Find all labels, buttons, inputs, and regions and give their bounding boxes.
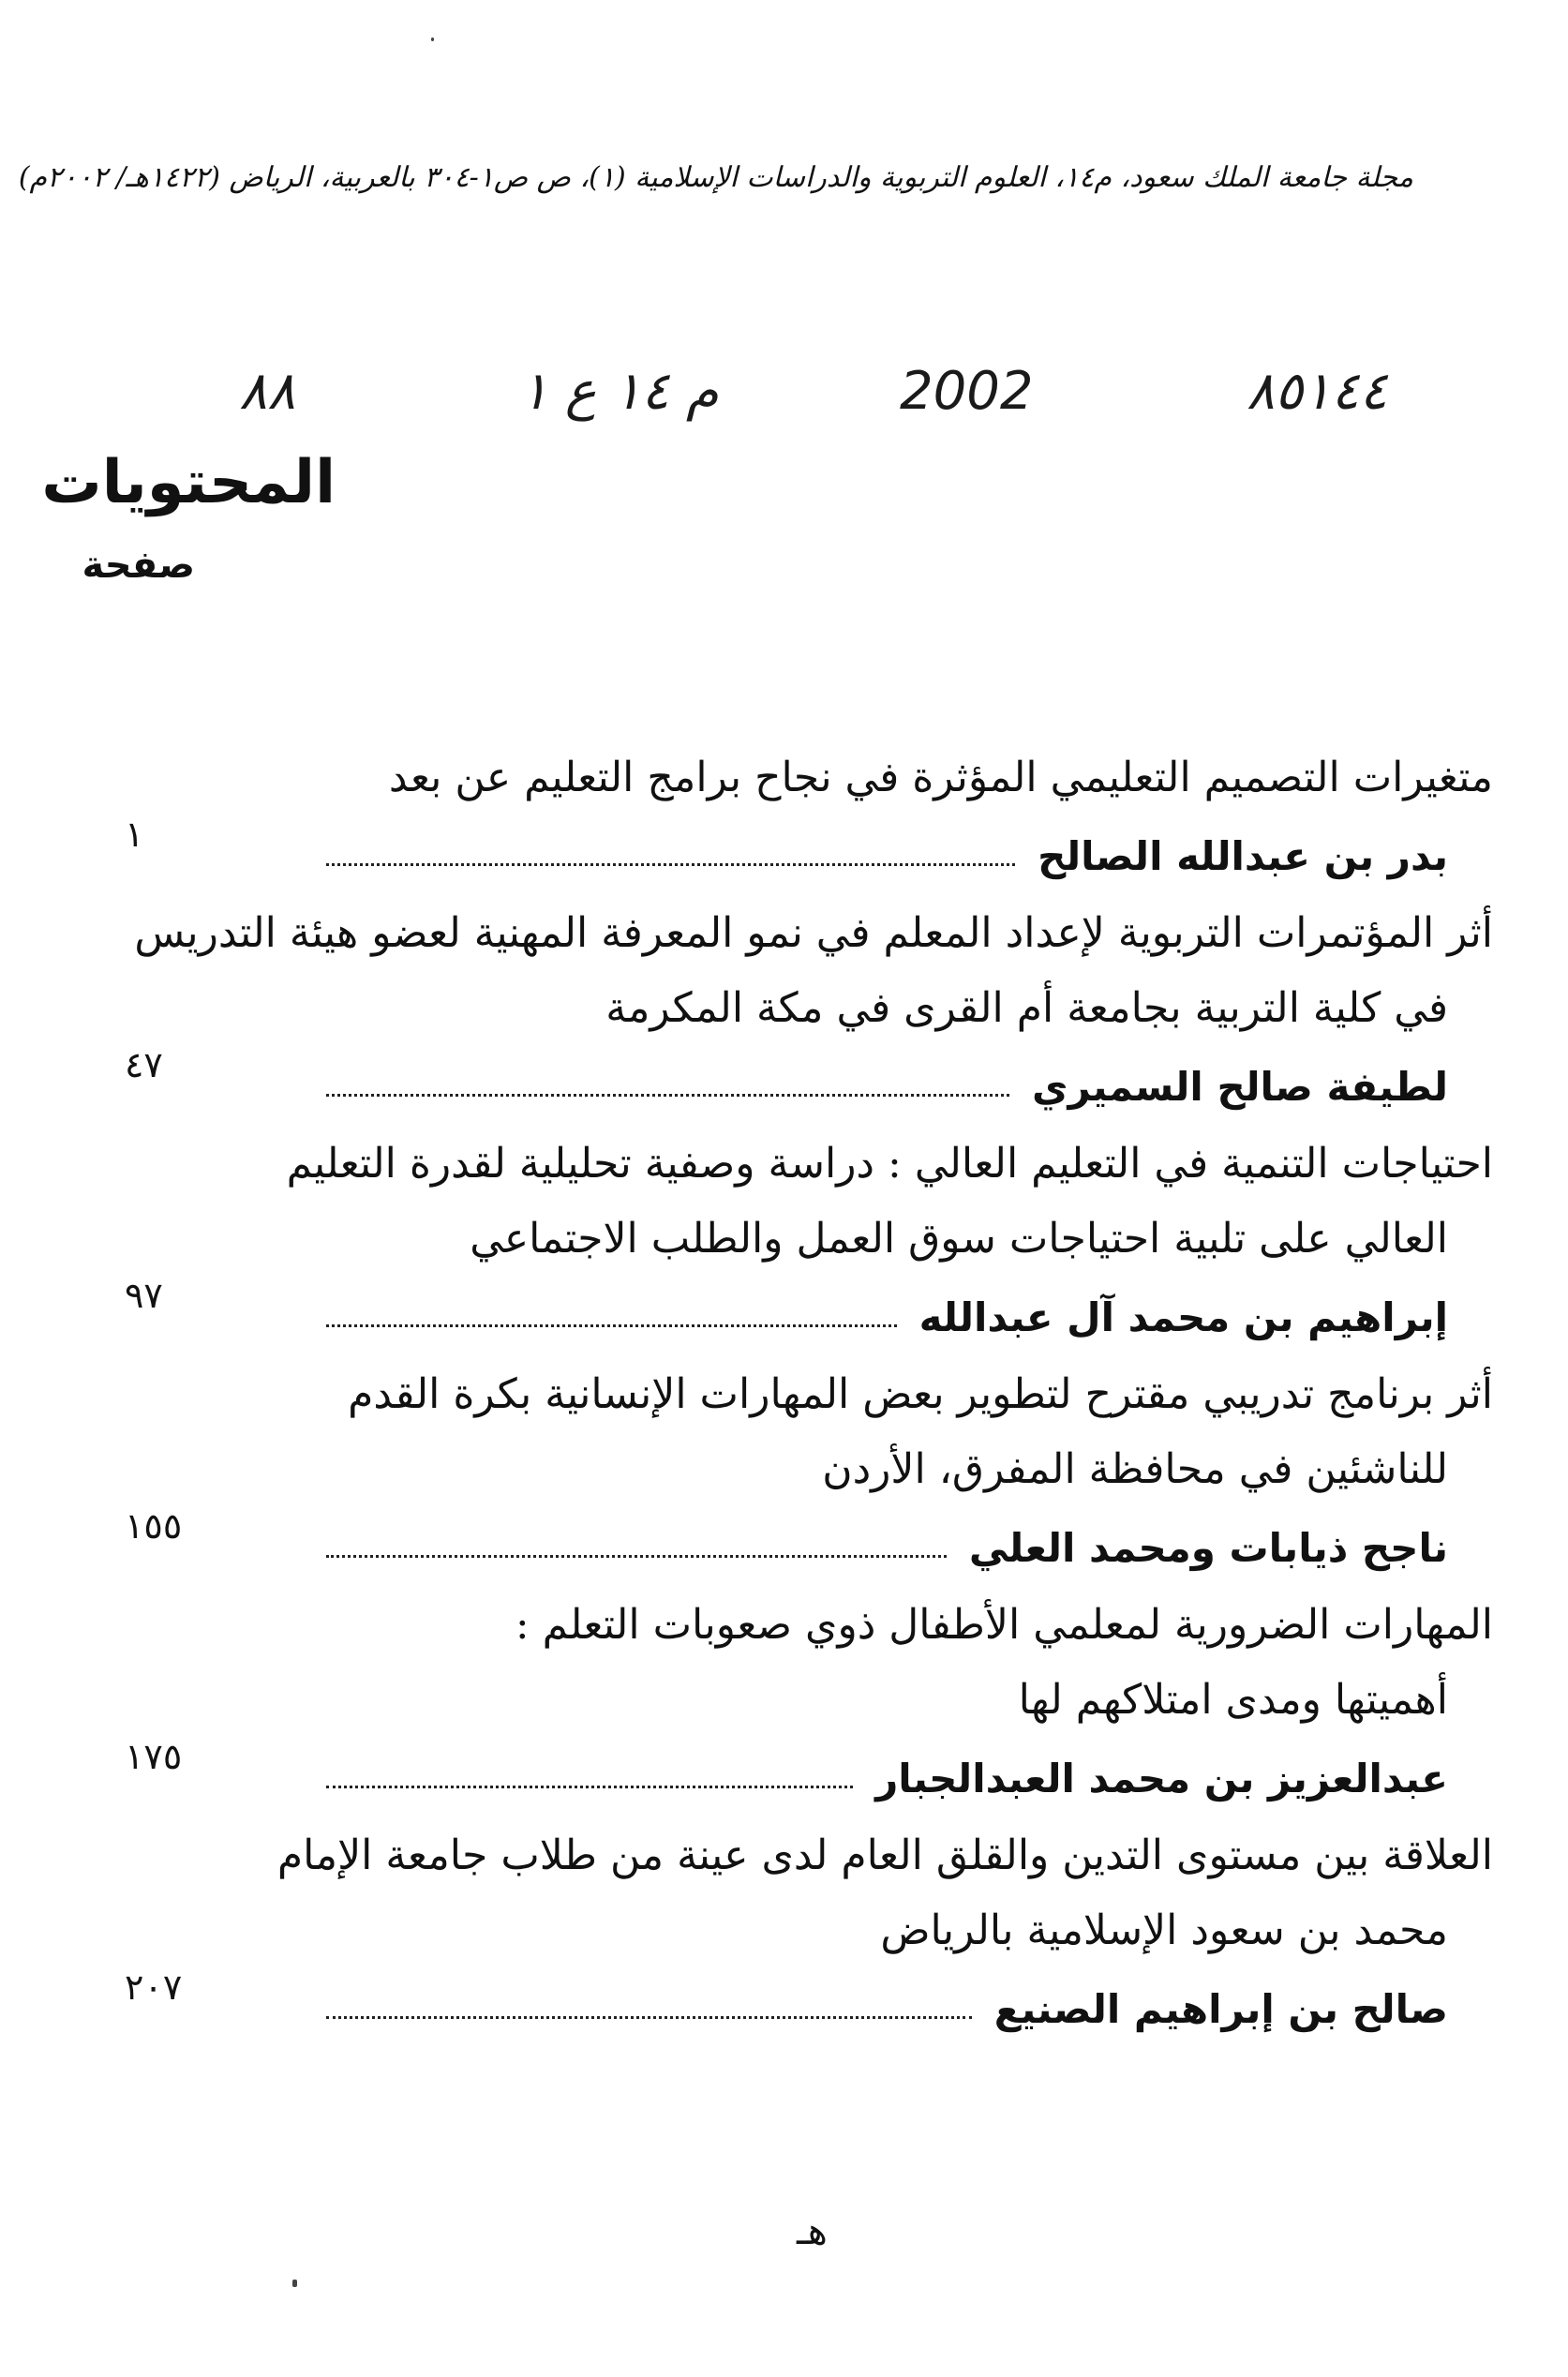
toc-entry-title: في كلية التربية بجامعة أم القرى في مكة المكرمة: [605, 984, 1448, 1032]
dot-leader: [326, 1555, 947, 1558]
toc-entry-title: أثر المؤتمرات التربوية لإعداد المعلم في نمو المعرفة المهنية لعضو هيئة التدريس: [134, 909, 1493, 957]
toc-entry-author: إبراهيم بن محمد آل عبدالله: [918, 1293, 1448, 1340]
toc-entry: [68, 1818, 1493, 2049]
page-column-label: صفحة: [82, 544, 195, 587]
toc-entry: [68, 1588, 1493, 1818]
handwritten-code: ٨٥١٤٤: [1247, 361, 1388, 422]
toc-author-row: [68, 815, 1493, 896]
toc-author-row: [68, 1968, 1493, 2049]
toc-author-row: [68, 1046, 1493, 1127]
toc-entry-page: ١٧٥: [125, 1736, 183, 1777]
toc-entry-title: أهميتها ومدى امتلاكهم لها: [1018, 1676, 1448, 1724]
toc-entry-title: للناشئين في محافظة المفرق، الأردن: [822, 1445, 1448, 1493]
toc-entry: [68, 1127, 1493, 1357]
dot-leader: [326, 1094, 1009, 1097]
toc-entry-page: ٢٠٧: [125, 1966, 183, 2008]
table-of-contents: [68, 740, 1493, 2049]
toc-author-row: [68, 1738, 1493, 1818]
contents-title: المحتويات: [41, 448, 336, 517]
scan-speck: [431, 37, 434, 41]
toc-entry-page: ٩٧: [125, 1275, 163, 1316]
dot-leader: [326, 863, 1015, 866]
scan-speck: [292, 2280, 297, 2287]
handwritten-number: ٨٨: [239, 361, 296, 422]
toc-entry-title: احتياجات التنمية في التعليم العالي : دراسة وصفية تحليلية لقدرة التعليم: [286, 1140, 1493, 1188]
dot-leader: [326, 1324, 897, 1327]
handwritten-year: 2002: [900, 361, 1034, 422]
toc-entry-author: عبدالعزيز بن محمد العبدالجبار: [875, 1755, 1448, 1801]
toc-entry-title: متغيرات التصميم التعليمي المؤثرة في نجاح برامج التعليم عن بعد: [388, 754, 1493, 801]
toc-entry: [68, 896, 1493, 1127]
toc-entry: [68, 740, 1493, 896]
page-number-mark: هـ: [797, 2210, 828, 2253]
toc-entry-title: العلاقة بين مستوى التدين والقلق العام لدى عينة من طلاب جامعة الإمام: [276, 1831, 1493, 1879]
toc-entry-author: بدر بن عبدالله الصالح: [1038, 832, 1448, 879]
toc-entry-title: أثر برنامج تدريبي مقترح لتطوير بعض المهارات الإنسانية بكرة القدم: [348, 1370, 1493, 1418]
toc-entry-page: ١٥٥: [125, 1505, 183, 1547]
toc-entry-page: ٤٧: [125, 1044, 163, 1085]
toc-entry-author: صالح بن إبراهيم الصنيع: [993, 1985, 1448, 2032]
dot-leader: [326, 2016, 972, 2019]
toc-entry-title: محمد بن سعود الإسلامية بالرياض: [880, 1906, 1448, 1954]
toc-entry-title: المهارات الضرورية لمعلمي الأطفال ذوي صعوبات التعلم :: [515, 1601, 1493, 1649]
toc-author-row: [68, 1507, 1493, 1588]
toc-entry-title: العالي على تلبية احتياجات سوق العمل والطلب الاجتماعي: [470, 1215, 1448, 1263]
toc-entry-page: ١: [125, 814, 144, 855]
toc-author-row: [68, 1277, 1493, 1357]
dot-leader: [326, 1786, 853, 1788]
handwritten-annotation: [239, 361, 1388, 445]
toc-entry: [68, 1357, 1493, 1588]
journal-citation: مجلة جامعة الملك سعود، م١٤، العلوم التربوية والدراسات الإسلامية (١)، ص ص١-٣٠٤ بالعربية، الرياض (١٤٢٢هـ/ ٢٠٠٢م): [18, 161, 1413, 194]
handwritten-volume: م ١٤ ع ١: [520, 361, 719, 422]
toc-entry-author: ناجح ذيابات ومحمد العلي: [968, 1524, 1448, 1571]
toc-entry-author: لطيفة صالح السميري: [1032, 1063, 1448, 1110]
